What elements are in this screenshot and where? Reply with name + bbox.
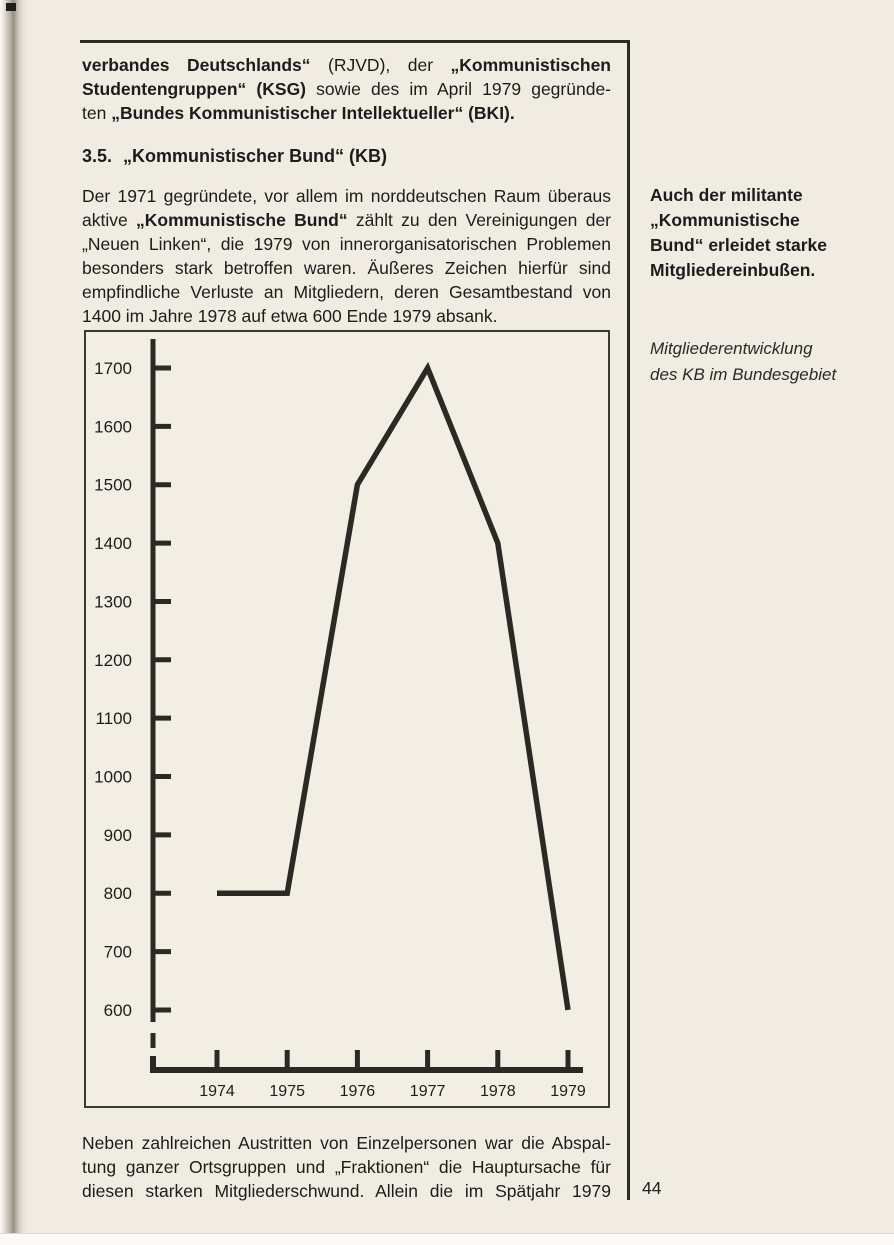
svg-text:1979: 1979 (550, 1083, 586, 1100)
margin-note: Auch der militante „Kommunistische Bund“ erleidet starke Mitgliedereinbußen. (650, 185, 827, 280)
section-heading (82, 146, 387, 167)
svg-text:1974: 1974 (199, 1083, 235, 1100)
scan-gutter-shadow (0, 0, 28, 1245)
line-chart-svg (86, 332, 608, 1106)
svg-text:1600: 1600 (94, 417, 132, 437)
svg-text:1300: 1300 (94, 592, 132, 612)
svg-text:1978: 1978 (480, 1083, 516, 1100)
section-title: „Kommunistischer Bund“ (KB) (123, 146, 388, 166)
intro-paragraph: verbandes Deutschlands“ (RJVD), der „Kommunistischen Studentengruppen“ (KSG) sowie des im April 1979 gegründe- ten „Bundes Kommunistischer Intellektueller“ (BKI). (82, 55, 612, 123)
svg-text:1400: 1400 (94, 534, 132, 554)
svg-text:1100: 1100 (95, 709, 132, 729)
svg-text:1976: 1976 (339, 1083, 376, 1100)
page-number: 44 (642, 1178, 662, 1198)
svg-text:1977: 1977 (409, 1083, 446, 1100)
scan-bottom-edge (0, 1233, 894, 1245)
closing-paragraph: Neben zahlreichen Austritten von Einzelpersonen war die Abspal- tung ganzer Ortsgruppen und „Fraktionen“ die Hauptursache für diesen starken Mitgliederschwund. Allein die im Spätjahr 1979 (82, 1133, 611, 1201)
body-paragraph: Der 1971 gegründete, vor allem im norddeutschen Raum überaus aktive „Kommunistische Bund“ zählt zu den Vereinigungen der „Neuen Linken“, die 1979 von innerorganisatorischen Problemen besonders stark betroffen waren. Äußeres Zeichen hierfür sind empfindliche Verluste an Mitgliedern, deren Gesamtbestand von 1400 im Jahre 1978 auf etwa 600 Ende 1979 absank. (82, 186, 612, 326)
svg-text:700: 700 (103, 942, 132, 962)
top-rule (80, 40, 630, 43)
svg-text:800: 800 (103, 884, 132, 904)
chart-caption: Mitgliederentwicklung des KB im Bundesgebiet (650, 339, 837, 384)
membership-line-chart (84, 330, 610, 1108)
svg-text:1975: 1975 (269, 1083, 305, 1100)
svg-text:600: 600 (103, 1000, 132, 1020)
scan-corner-mark (6, 3, 16, 11)
column-divider-rule (627, 40, 630, 1200)
section-number: 3.5. (82, 146, 113, 166)
svg-text:1500: 1500 (94, 475, 132, 495)
svg-text:1200: 1200 (94, 650, 132, 670)
svg-text:900: 900 (103, 825, 132, 845)
svg-text:1000: 1000 (94, 767, 132, 787)
svg-text:1700: 1700 (94, 359, 132, 378)
